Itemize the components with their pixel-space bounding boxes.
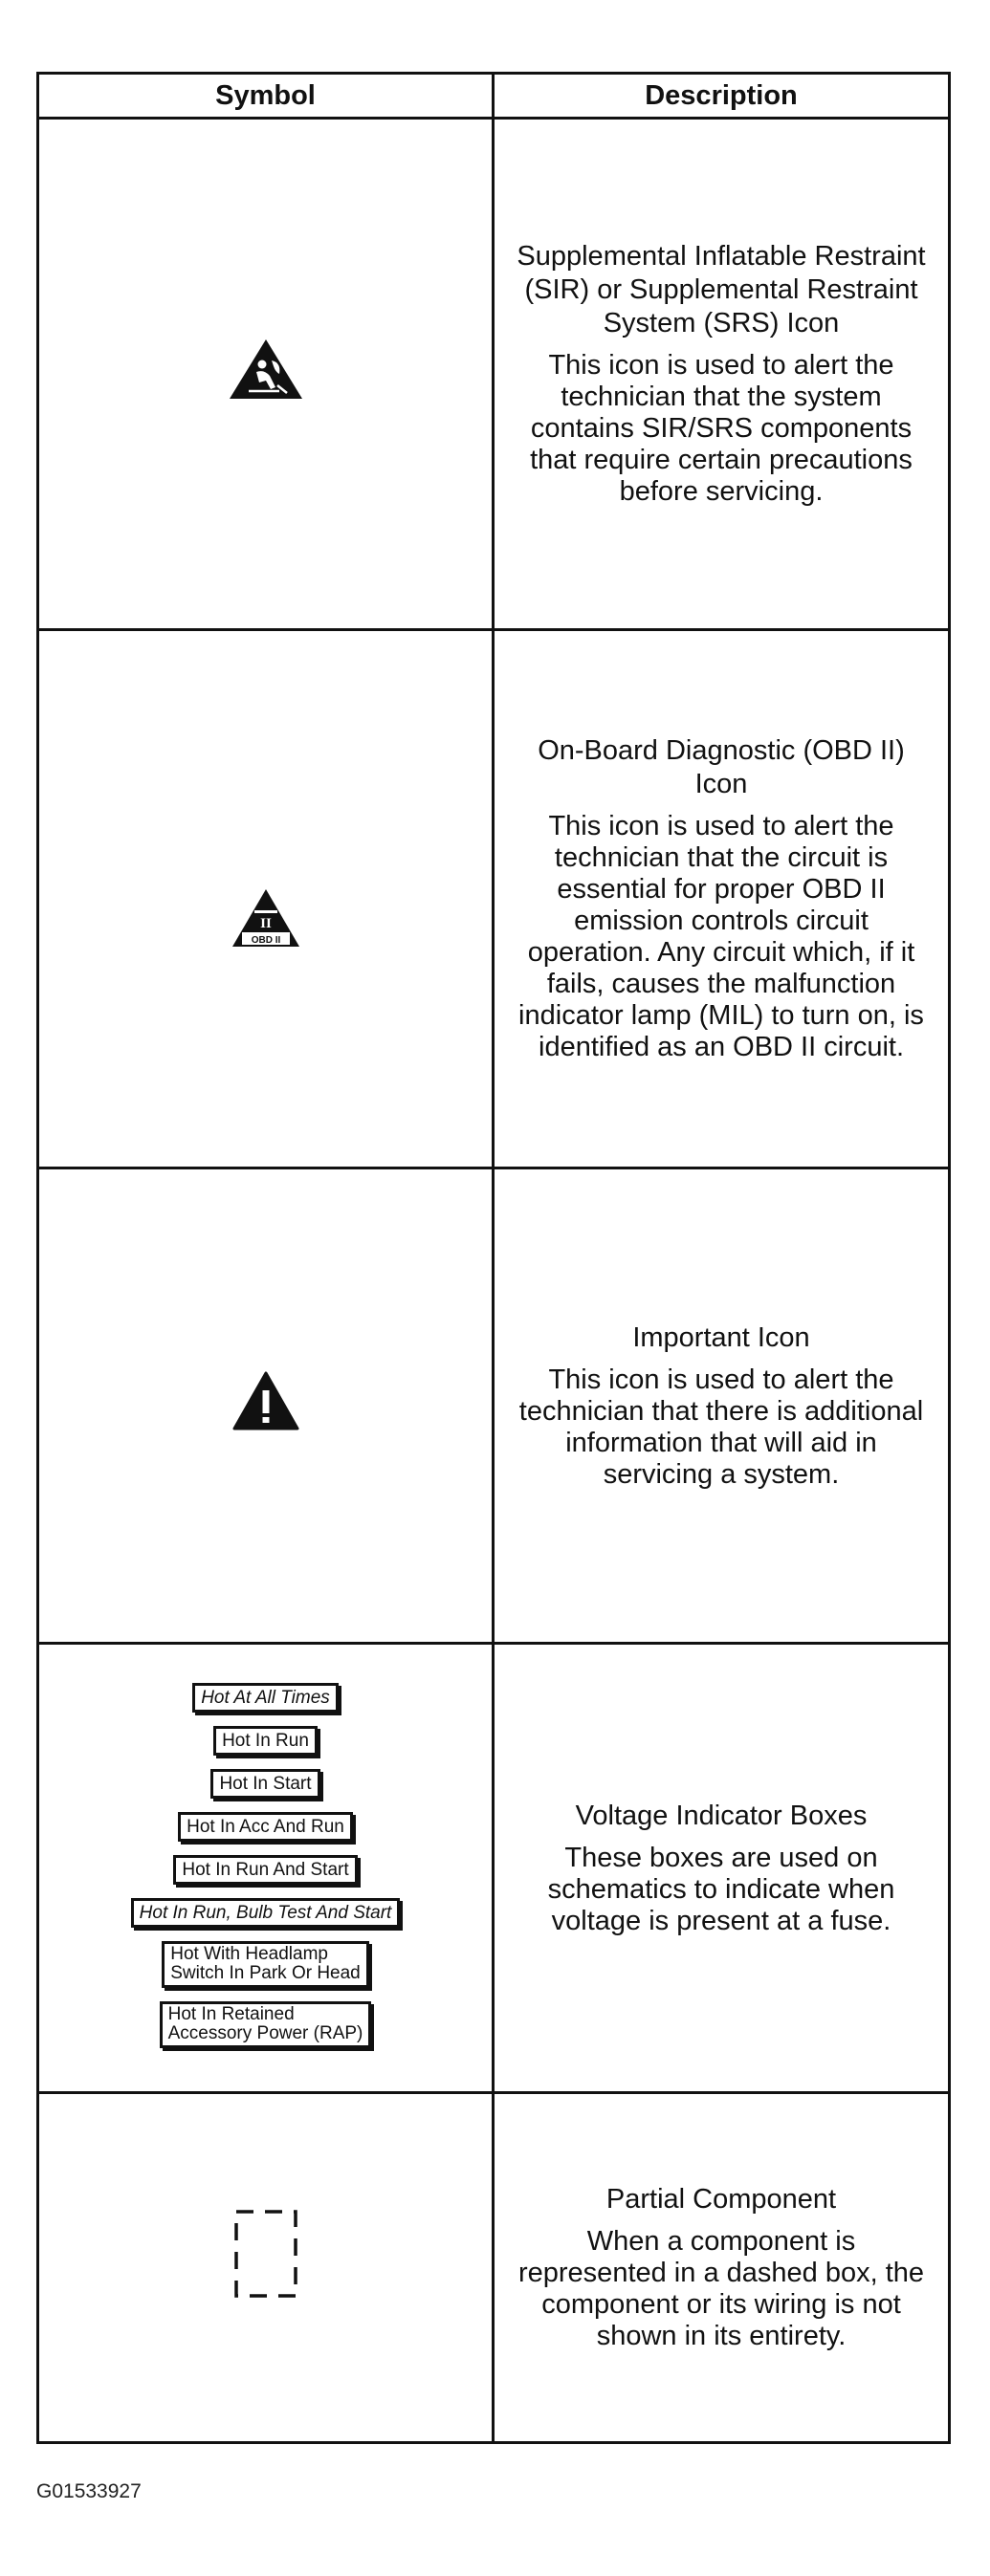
figure-id-caption: G01533927 — [36, 2480, 142, 2502]
symbol-description-table — [36, 72, 951, 2444]
row-body: These boxes are used on schematics to indicate when voltage is present at a fuse. — [547, 1842, 895, 1936]
voltage-box-line: Hot With Headlamp — [170, 1943, 328, 1964]
table-row-important — [39, 1169, 948, 1645]
symbol-cell — [39, 1169, 495, 1642]
voltage-box-hot-in-run-and-start: Hot In Run And Start — [173, 1855, 357, 1885]
symbol-cell — [39, 1645, 495, 2091]
row-title: Important Icon — [632, 1321, 810, 1353]
table-row-voltage-indicator-boxes — [39, 1645, 948, 2094]
description-cell — [495, 631, 948, 1167]
voltage-box-hot-in-run-bulb-test-and-start: Hot In Run, Bulb Test And Start — [131, 1898, 401, 1928]
symbol-cell — [39, 120, 495, 628]
voltage-box-line: Hot In Retained — [167, 2003, 295, 2024]
voltage-box-hot-at-all-times: Hot At All Times — [192, 1683, 339, 1713]
row-title: Voltage Indicator Boxes — [575, 1800, 868, 1831]
description-cell — [495, 2094, 948, 2441]
obd-icon-label: OBD II — [251, 935, 280, 946]
voltage-box-list — [131, 1683, 401, 2048]
voltage-box-line: Switch In Park Or Head — [170, 1962, 361, 1983]
table-row-sir-srs — [39, 120, 948, 631]
voltage-box-line: Accessory Power (RAP) — [167, 2022, 363, 2043]
description-cell — [495, 1169, 948, 1642]
sir-srs-airbag-warning-icon — [228, 338, 304, 401]
symbol-cell — [39, 2094, 495, 2441]
obd-icon-numeral: II — [259, 916, 272, 931]
symbol-column-header: Symbol — [39, 75, 495, 117]
description-column-header: Description — [645, 79, 798, 111]
voltage-box-hot-in-acc-and-run: Hot In Acc And Run — [178, 1812, 353, 1842]
row-title: On-Board Diagnostic (OBD II) Icon — [538, 735, 905, 799]
description-cell — [495, 1645, 948, 2091]
row-body: This icon is used to alert the technician that the system contains SIR/SRS components that require certain precautions before servicing. — [530, 350, 913, 507]
table-header — [39, 75, 948, 120]
row-body: This icon is used to alert the technician that there is additional information that will aid in servicing a system. — [518, 1364, 924, 1490]
row-title: Supplemental Inflatable Restraint (SIR) or Supplemental Restraint System (SRS) Icon — [517, 241, 926, 338]
row-body: When a component is represented in a dashed box, the component or its wiring is not shown in its entirety. — [517, 2226, 925, 2351]
row-body: This icon is used to alert the technician that the circuit is essential for proper OBD II emission controls circuit operation. Any circuit which, if it fails, causes the malfunction indicator lamp (MIL) to turn on, is identified as an OBD II circuit. — [518, 811, 924, 1062]
symbol-cell — [39, 631, 495, 1167]
important-warning-triangle-icon — [232, 1371, 299, 1430]
dashed-box-partial-component-icon — [232, 2208, 299, 2300]
obd-ii-warning-icon — [231, 887, 301, 949]
description-cell — [495, 120, 948, 628]
row-title: Partial Component — [605, 2184, 837, 2215]
table-row-partial-component — [39, 2094, 948, 2441]
table-row-obd-ii — [39, 631, 948, 1169]
voltage-box-hot-with-headlamp-switch — [162, 1941, 369, 1988]
voltage-box-hot-in-start: Hot In Start — [210, 1769, 319, 1799]
voltage-box-hot-in-run: Hot In Run — [213, 1726, 318, 1756]
voltage-box-hot-in-retained-accessory-power — [160, 2001, 372, 2048]
